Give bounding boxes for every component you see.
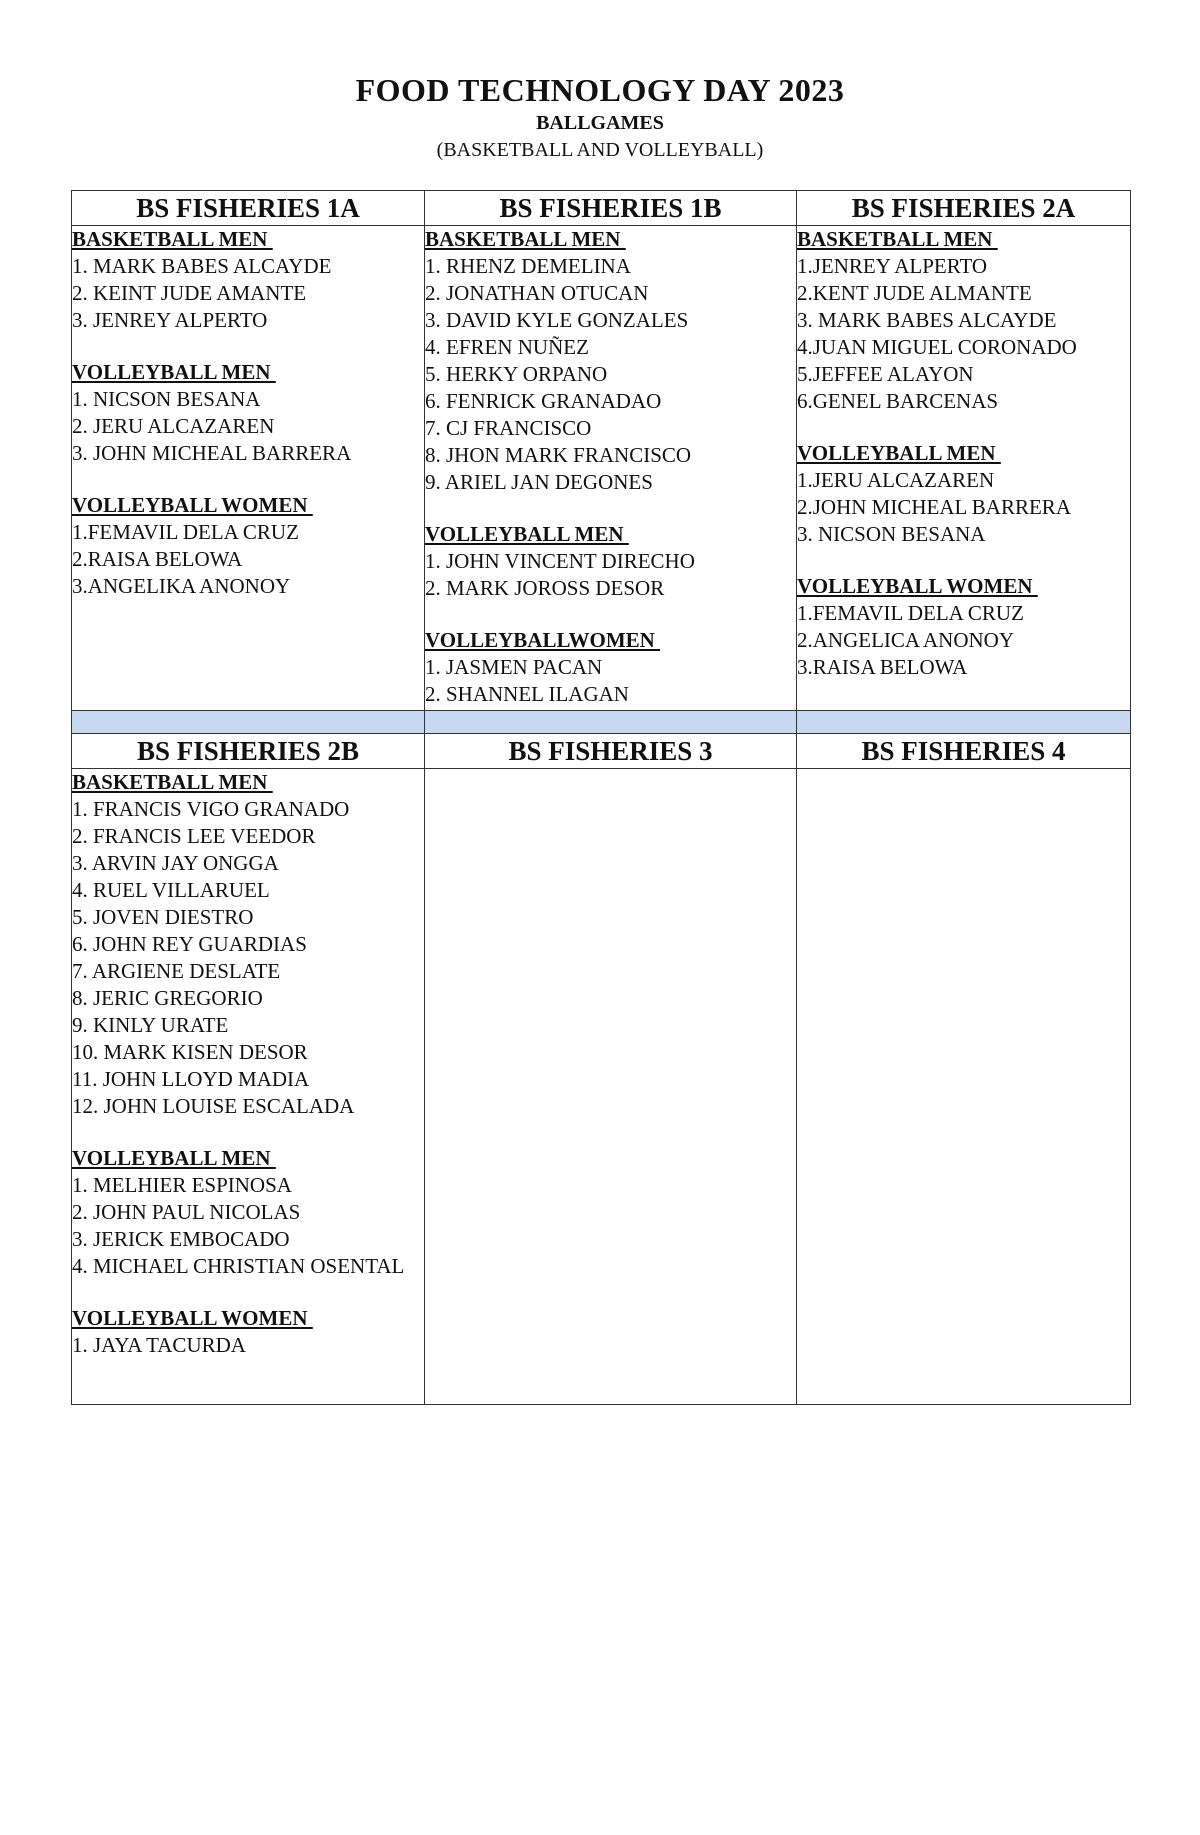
section-heading: BS FISHERIES 3	[425, 734, 797, 769]
roster-table	[71, 190, 1131, 1405]
player-name: 1. RHENZ DEMELINA	[425, 254, 631, 278]
event-section	[797, 440, 1130, 548]
player-name: 10. MARK KISEN DESOR	[72, 1040, 308, 1064]
player-name: 9. ARIEL JAN DEGONES	[425, 470, 653, 494]
event-section	[72, 359, 424, 467]
player-name: 5. JOVEN DIESTRO	[72, 905, 254, 929]
player-name: 2. KEINT JUDE AMANTE	[72, 281, 307, 305]
player-name: 4. EFREN NUÑEZ	[425, 335, 589, 359]
player-name: 1.FEMAVIL DELA CRUZ	[797, 601, 1024, 625]
player-name: 9. KINLY URATE	[72, 1013, 229, 1037]
event-title: VOLLEYBALL MEN	[797, 441, 1001, 465]
event-section	[72, 1145, 424, 1280]
player-name: 1. NICSON BESANA	[72, 387, 261, 411]
player-name: 6. JOHN REY GUARDIAS	[72, 932, 307, 956]
player-name: 3. JOHN MICHEAL BARRERA	[72, 441, 352, 465]
event-section	[72, 492, 424, 600]
player-name: 2. FRANCIS LEE VEEDOR	[72, 824, 316, 848]
player-name: 5.JEFFEE ALAYON	[797, 362, 974, 386]
heading-row	[72, 191, 1131, 226]
player-name: 8. JERIC GREGORIO	[72, 986, 263, 1010]
section-heading: BS FISHERIES 4	[797, 734, 1131, 769]
player-name: 7. ARGIENE DESLATE	[72, 959, 281, 983]
event-title: VOLLEYBALL MEN	[425, 522, 629, 546]
player-name: 6. FENRICK GRANADAO	[425, 389, 662, 413]
player-name: 3.ANGELIKA ANONOY	[72, 574, 291, 598]
player-name: 2. JOHN PAUL NICOLAS	[72, 1200, 301, 1224]
player-name: 12. JOHN LOUISE ESCALADA	[72, 1094, 355, 1118]
event-title: BASKETBALL MEN	[797, 227, 998, 251]
roster-cell	[425, 769, 797, 1405]
player-name: 3. ARVIN JAY ONGGA	[72, 851, 279, 875]
player-name: 5. HERKY ORPANO	[425, 362, 608, 386]
heading-row	[72, 734, 1131, 769]
event-title: VOLLEYBALL WOMEN	[797, 574, 1038, 598]
player-name: 6.GENEL BARCENAS	[797, 389, 999, 413]
event-title: BASKETBALL MEN	[72, 770, 273, 794]
document-header	[0, 70, 1200, 164]
player-name: 2.RAISA BELOWA	[72, 547, 243, 571]
page-subtitle: BALLGAMES	[536, 112, 664, 134]
player-name: 11. JOHN LLOYD MADIA	[72, 1067, 310, 1091]
player-name: 4. RUEL VILLARUEL	[72, 878, 270, 902]
player-name: 4.JUAN MIGUEL CORONADO	[797, 335, 1077, 359]
event-title: BASKETBALL MEN	[425, 227, 626, 251]
event-section	[425, 521, 796, 602]
section-heading: BS FISHERIES 2A	[797, 191, 1131, 226]
event-section	[425, 226, 796, 496]
event-section	[72, 1305, 424, 1359]
event-section	[797, 573, 1130, 681]
event-section	[72, 769, 424, 1120]
player-name: 2. JERU ALCAZAREN	[72, 414, 275, 438]
player-name: 3.RAISA BELOWA	[797, 655, 968, 679]
player-name: 3. MARK BABES ALCAYDE	[797, 308, 1057, 332]
event-title: VOLLEYBALL WOMEN	[72, 493, 313, 517]
player-name: 2. JONATHAN OTUCAN	[425, 281, 649, 305]
player-name: 1. MELHIER ESPINOSA	[72, 1173, 292, 1197]
player-name: 1. JAYA TACURDA	[72, 1333, 246, 1357]
roster-cell	[425, 226, 797, 711]
player-name: 1. MARK BABES ALCAYDE	[72, 254, 332, 278]
player-name: 1.JERU ALCAZAREN	[797, 468, 995, 492]
event-title: VOLLEYBALL MEN	[72, 360, 276, 384]
section-heading: BS FISHERIES 1B	[425, 191, 797, 226]
roster-cell	[797, 226, 1131, 711]
player-name: 2. MARK JOROSS DESOR	[425, 576, 665, 600]
player-name: 1.FEMAVIL DELA CRUZ	[72, 520, 299, 544]
event-section	[425, 627, 796, 708]
player-name: 4. MICHAEL CHRISTIAN OSENTAL	[72, 1254, 405, 1278]
spacer-cell	[425, 711, 797, 734]
player-name: 3. NICSON BESANA	[797, 522, 986, 546]
roster-cell	[797, 769, 1131, 1405]
page-subtitle-detail: (BASKETBALL AND VOLLEYBALL)	[436, 139, 764, 161]
player-name: 8. JHON MARK FRANCISCO	[425, 443, 692, 467]
player-name: 2.ANGELICA ANONOY	[797, 628, 1014, 652]
section-heading: BS FISHERIES 2B	[72, 734, 425, 769]
section-heading: BS FISHERIES 1A	[72, 191, 425, 226]
roster-cell	[72, 769, 425, 1405]
page-title: FOOD TECHNOLOGY DAY 2023	[355, 72, 845, 108]
player-name: 7. CJ FRANCISCO	[425, 416, 592, 440]
player-name: 1. FRANCIS VIGO GRANADO	[72, 797, 350, 821]
player-name: 3. JENREY ALPERTO	[72, 308, 268, 332]
player-name: 2.KENT JUDE ALMANTE	[797, 281, 1032, 305]
player-name: 2. SHANNEL ILAGAN	[425, 682, 629, 706]
spacer-cell	[797, 711, 1131, 734]
event-title: VOLLEYBALL WOMEN	[72, 1306, 313, 1330]
player-name: 3. JERICK EMBOCADO	[72, 1227, 290, 1251]
event-title: BASKETBALL MEN	[72, 227, 273, 251]
player-name: 1.JENREY ALPERTO	[797, 254, 988, 278]
player-name: 1. JASMEN PACAN	[425, 655, 603, 679]
roster-row	[72, 769, 1131, 1405]
roster-cell	[72, 226, 425, 711]
player-name: 2.JOHN MICHEAL BARRERA	[797, 495, 1071, 519]
player-name: 1. JOHN VINCENT DIRECHO	[425, 549, 695, 573]
player-name: 3. DAVID KYLE GONZALES	[425, 308, 689, 332]
roster-row	[72, 226, 1131, 711]
event-title: VOLLEYBALLWOMEN	[425, 628, 661, 652]
spacer-cell	[72, 711, 425, 734]
event-section	[797, 226, 1130, 415]
event-title: VOLLEYBALL MEN	[72, 1146, 276, 1170]
event-section	[72, 226, 424, 334]
spacer-row	[72, 711, 1131, 734]
